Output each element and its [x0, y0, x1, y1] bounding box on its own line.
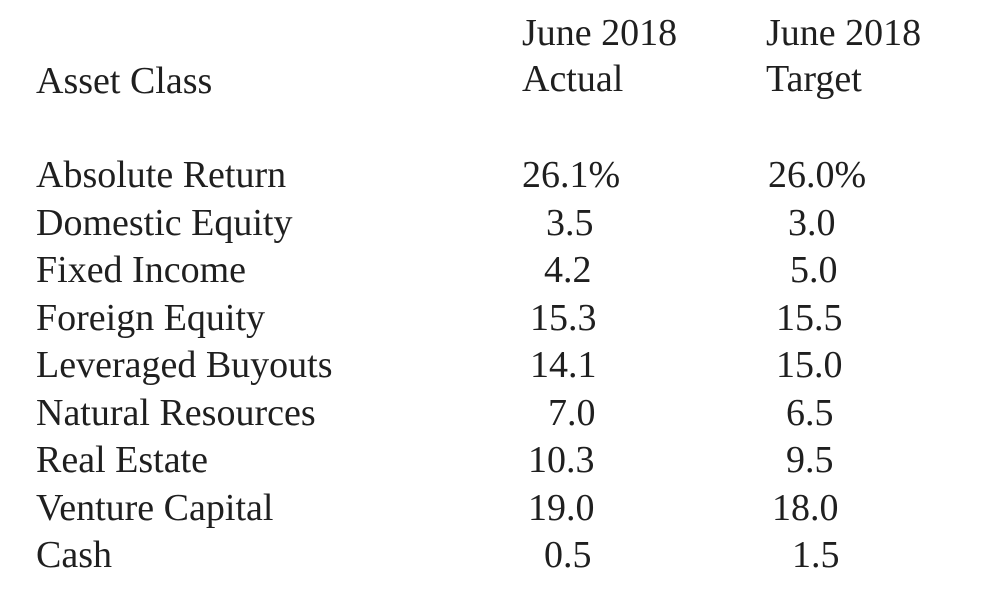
actual-cell: 4.2 [544, 249, 592, 291]
target-cell: 5.0 [790, 249, 838, 291]
header-target [766, 10, 921, 102]
table-row [0, 532, 986, 580]
asset-class-cell: Fixed Income [36, 249, 247, 291]
asset-class-cell: Domestic Equity [36, 201, 293, 244]
asset-class-cell: Venture Capital [36, 486, 274, 529]
target-cell: 18.0 [772, 486, 839, 529]
target-cell: 1.5 [792, 534, 840, 576]
header-asset-class: Asset Class [36, 60, 213, 102]
target-cell: 15.0 [776, 344, 843, 386]
table-row [0, 437, 986, 485]
header-target-label: Target [766, 58, 862, 100]
target-cell: 26.0% [768, 154, 867, 196]
asset-class-cell: Real Estate [36, 439, 208, 481]
asset-class-cell: Leveraged Buyouts [36, 344, 333, 386]
target-cell: 3.0 [788, 201, 836, 244]
target-cell: 9.5 [786, 439, 834, 481]
actual-cell: 19.0 [528, 486, 595, 529]
table-row [0, 295, 986, 343]
target-cell: 6.5 [786, 391, 834, 434]
header-actual-label: Actual [522, 58, 624, 100]
actual-cell: 3.5 [546, 201, 594, 244]
table-row [0, 390, 986, 438]
header-actual [522, 10, 677, 102]
asset-class-cell: Absolute Return [36, 154, 287, 196]
table-row [0, 485, 986, 533]
table-row [0, 342, 986, 390]
table-row [0, 152, 986, 200]
actual-cell: 15.3 [530, 296, 597, 339]
actual-cell: 7.0 [548, 391, 596, 434]
header-target-period: June 2018 [766, 12, 922, 54]
actual-cell: 14.1 [530, 344, 597, 386]
asset-class-cell: Natural Resources [36, 391, 316, 434]
asset-class-cell: Foreign Equity [36, 296, 266, 339]
table-row [0, 200, 986, 248]
table-body [0, 152, 986, 580]
asset-class-cell: Cash [36, 534, 112, 576]
target-cell: 15.5 [776, 296, 843, 339]
actual-cell: 26.1% [522, 154, 621, 196]
header-actual-period: June 2018 [522, 12, 678, 54]
table-row [0, 247, 986, 295]
actual-cell: 0.5 [544, 534, 592, 576]
actual-cell: 10.3 [528, 439, 595, 481]
